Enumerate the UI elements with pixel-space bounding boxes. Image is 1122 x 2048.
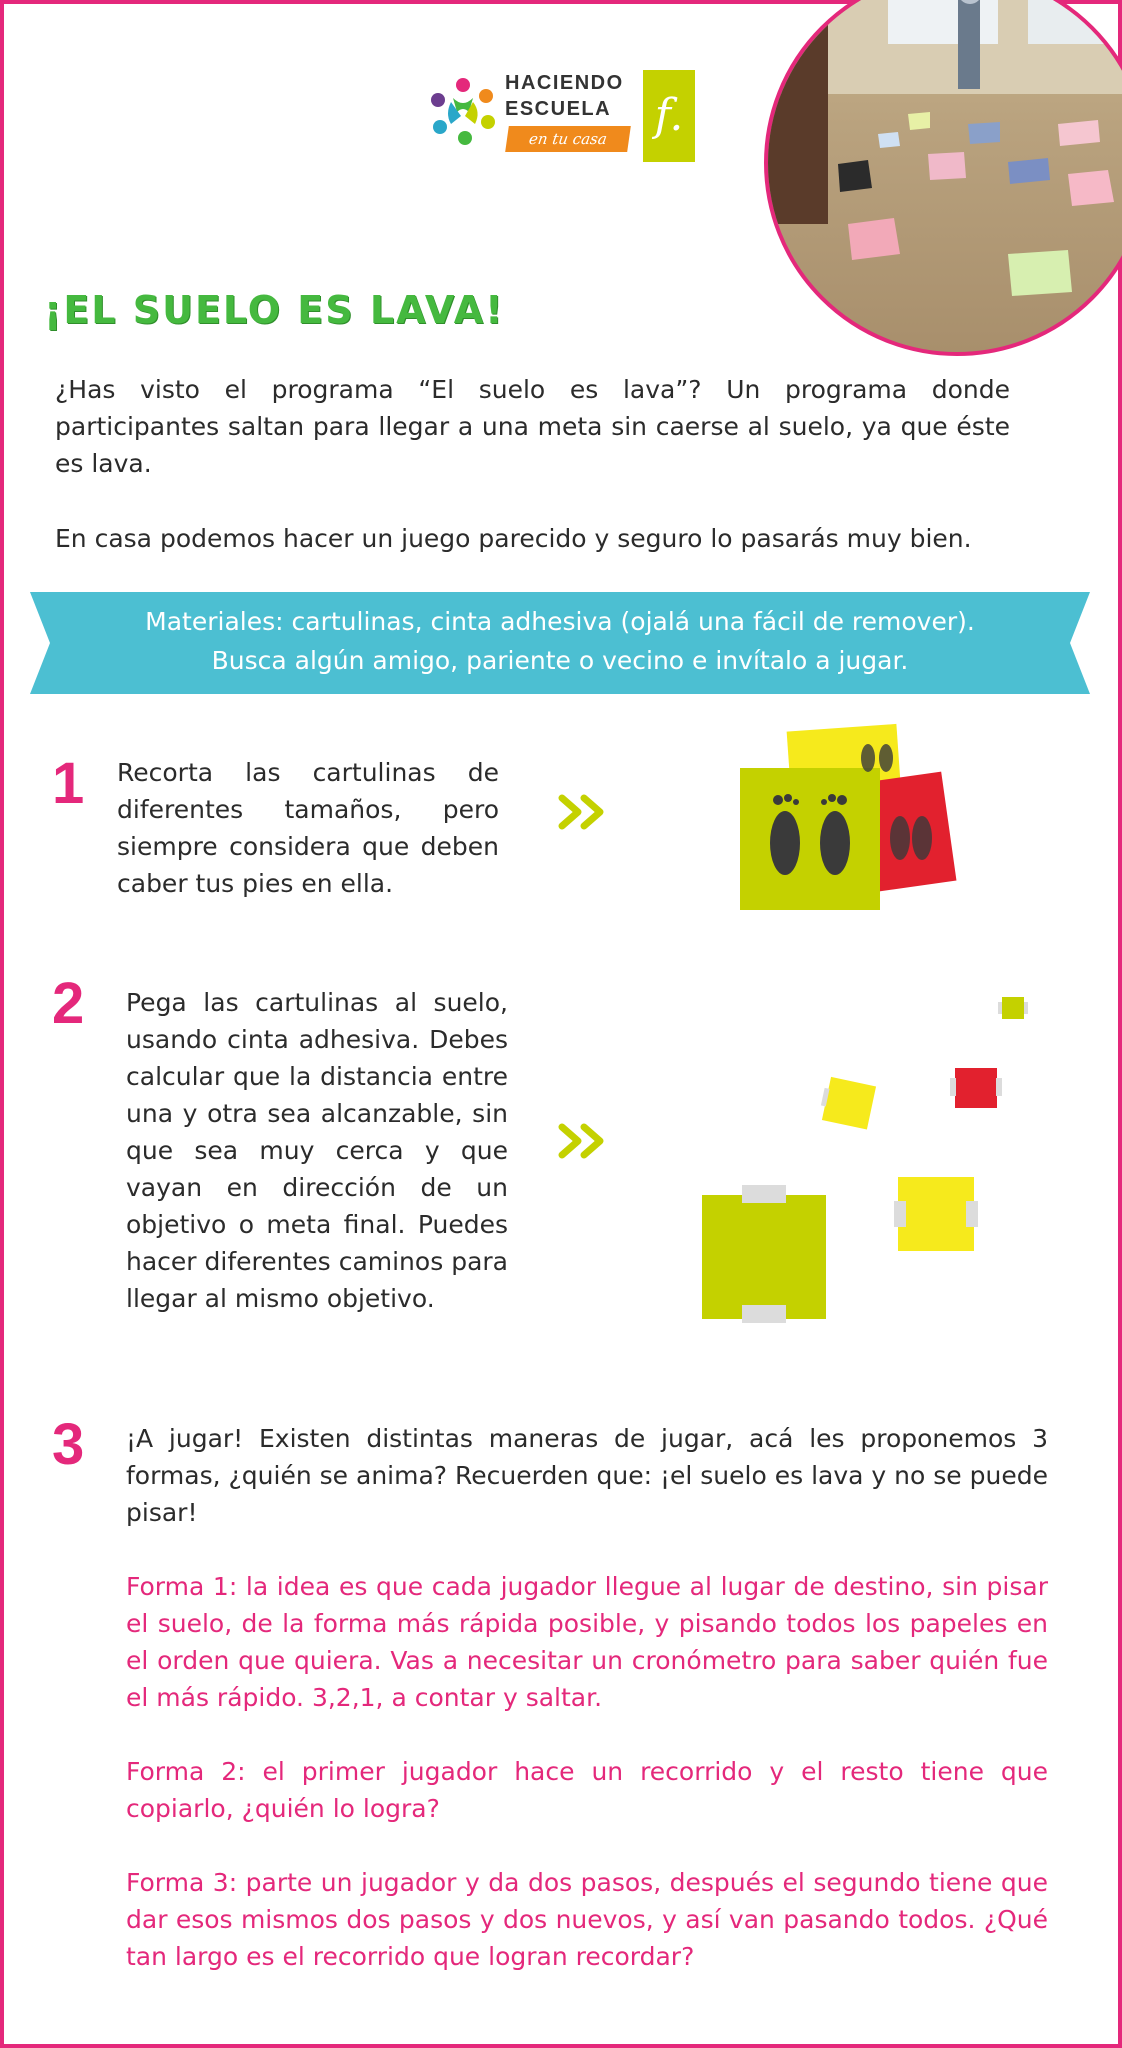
- banner-line-2: Busca algún amigo, pariente o vecino e invítalo a jugar.: [211, 646, 909, 675]
- people-circle-icon: [425, 72, 501, 148]
- floor-photo: [764, 0, 1122, 356]
- footprints-icon: [730, 718, 970, 918]
- double-chevron-right-icon: [558, 794, 610, 830]
- step-1-text: Recorta las cartulinas de diferentes tamaños, pero siempre considera que deben caber tus pies en ella.: [117, 758, 499, 898]
- double-chevron-right-icon: [558, 1123, 610, 1159]
- page-title: ¡EL SUELO ES LAVA!: [44, 288, 505, 332]
- step-3-text: ¡A jugar! Existen distintas maneras de jugar, acá les proponemos 3 formas, ¿quién se anima? Recuerden que: ¡el suelo es lava y no se puede pisar!: [126, 1424, 1048, 1527]
- logo-text-line1: HACIENDO: [505, 72, 624, 94]
- banner-text: [30, 602, 1090, 680]
- step-3-number: 3: [52, 1412, 85, 1477]
- step-2-number: 2: [52, 971, 85, 1036]
- f-brand-mark: f.: [643, 70, 695, 162]
- materials-banner: [30, 592, 1090, 694]
- step-1-number: 1: [52, 751, 85, 816]
- intro-paragraph-2: En casa podemos hacer un juego parecido y seguro lo pasarás muy bien.: [55, 524, 972, 553]
- forma-1: Forma 1: la idea es que cada jugador llegue al lugar de destino, sin pisar el suelo, de la forma más rápida posible, y pisando todos los papeles en el orden que quiera. Vas a necesitar un cronómetro para saber quién fue el más rápido. 3,2,1, a contar y saltar.: [126, 1572, 1048, 1712]
- intro-paragraph-1: ¿Has visto el programa “El suelo es lava”? Un programa donde participantes saltan para llegar a una meta sin caerse al suelo, ya que éste es lava.: [55, 375, 1010, 478]
- haciendo-escuela-logo: [425, 70, 695, 160]
- banner-line-1: Materiales: cartulinas, cinta adhesiva (ojalá una fácil de remover).: [145, 607, 975, 636]
- forma-3: Forma 3: parte un jugador y da dos pasos, después el segundo tiene que dar esos mismos dos pasos y dos nuevos, y así van pasando todos. ¿Qué tan largo es el recorrido que logran recordar?: [126, 1868, 1048, 1971]
- logo-tagline: en tu casa: [505, 126, 631, 152]
- step-2-text: Pega las cartulinas al suelo, usando cinta adhesiva. Debes calcular que la distancia entre una y otra sea alcanzable, sin que sea muy cerca y que vayan en dirección de un objetivo o meta final. Puedes hacer diferentes caminos para llegar al mismo objetivo.: [126, 988, 508, 1313]
- forma-2: Forma 2: el primer jugador hace un recorrido y el resto tiene que copiarlo, ¿quién lo logra?: [126, 1757, 1048, 1823]
- taped-cards-icon: [690, 985, 1030, 1335]
- logo-text-line2: ESCUELA: [505, 98, 612, 120]
- floor-photo-illustration: [768, 0, 1122, 352]
